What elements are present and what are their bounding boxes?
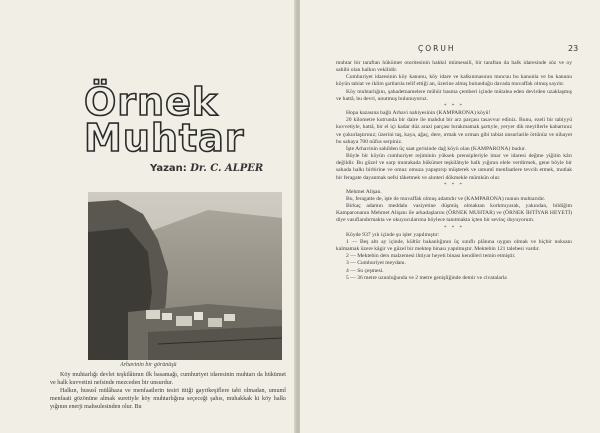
section-divider: * * *: [444, 103, 464, 109]
right-paragraph: 5 — 36 metre uzunluğunda ve 2 metre genişliğinde demir ve civatalarla: [346, 274, 507, 281]
right-paragraph: muhtar bir taraftan hükümet otoritesinin hakkıl mümessili, bir taraftan da halk idaresinde söz ve oy sahibi olan halkın vekilidir.: [336, 60, 572, 74]
right-paragraph: Birkaç adamın meddahı vasiyetine düşmüş olmaktan korkmıyarak, yakından, bildiğim Kamparonanın Mehmet Alişanı ile arkadaşlarını (ÖRNEK MUHTAR) ve (ÖRNEK İHTİYAR HEYETİ) diye vasıflandırmakta ve okuyucularıma böylece tanıtmakta içten bir sevinç duyuyorum.: [336, 203, 572, 224]
section-divider: * * *: [444, 225, 464, 231]
right-paragraph: Mehmet Alişan.: [346, 188, 382, 195]
title-line-2: Muhtar: [84, 116, 245, 160]
article-title: [84, 80, 245, 160]
left-page: [0, 0, 296, 433]
right-paragraph: Köyde 937 yılı içinde şu işler yapılmıştır:: [346, 231, 440, 238]
left-body-text: [50, 371, 286, 411]
right-paragraph: Cumhuriyet idaresinin köy kanunu, köy idare ve kalkınmasının mıncuu bu kanunla ve bu kanunu köyün tabiat ve iklim şartlarıla telif ettiği an, üzerine almış bulunduğu davada muvaffak olmuş sayılır.: [336, 74, 572, 88]
right-paragraph: Hopa kazasına bağlı Arhavi nahiyesinin (KAMPARONA) köyü!: [346, 110, 491, 117]
right-paragraph: Bu, feragatte de, işte de muvaffak olmuş adamdır ve (KAMPARONA) nunun muhtarıdır.: [346, 195, 546, 202]
right-page: [300, 0, 600, 433]
right-body-text: [336, 60, 572, 282]
landscape-photo: [88, 192, 282, 360]
right-paragraph: Böyle bir köyün cumhuriyet rejiminin yüksek prensipleriyle imar ve idaresi değme yiğitin kârı değildir. Bu güzel ve sarp mıntakada hükümet teşkilâtıyle halk yığının elele verdirmek, gene böyle bir sahada halkı birbirine ve omuz omuza yapıştırıp müşterek ve umumî menfaatlere tevcih etmek, mutlak bir feragate dayanmak nefsi tâketmek ve alınteri dökmekle mümkün olur.: [336, 153, 572, 181]
running-title: ÇORUH: [418, 44, 456, 53]
right-paragraph: 4 — Su çeşmesi.: [346, 267, 384, 274]
title-line-1: Örnek: [84, 80, 219, 124]
right-paragraph: 2 — Mektebin ders malzemesi ihtiyar heyeti binası kendileri temin etmiştir.: [346, 253, 516, 260]
left-paragraph: Köy muhtarlığı devlet teşkilâtının ilk basamağı, cumhuriyet idaresinin muhtarı da hükümet ve halk kuvvetini nefsinde mezceden bir unsurdur.: [50, 372, 286, 386]
author-prefix: Yazan:: [150, 163, 187, 174]
right-paragraph: 20 kilometre kutrunda bir daire ile mahdut bir arz parçası tasavvur ediniz. Bunu, ezeli bir tabiyyü kuvvetiyle, hattâ, bir el içi kadar düz arazi parçası bırakmamak şartıyle, yeryer dik meyillerle kabartınız ve çukurlaştırınız; üzerini taş, kaya, ağaç, dere, ırmak ve orman gibi tabiat unsurlarile örtünüz ve nihayet bu sahaya 700 nüfus serpiniz.: [336, 117, 572, 145]
right-paragraph: İşte Arhavinin sahilden üç saat gerisinde dağ köyü olan (KAMPARONA) budur.: [346, 145, 526, 152]
photo-caption: Arhavinin bir görünüşü: [120, 362, 177, 368]
author-line: [150, 163, 263, 174]
author-name: Dr. C. ALPER: [190, 163, 264, 174]
right-paragraph: Köy muhtarlığını, şahadetnamelere mühür basma çemberi içinde mütalea eden devirden uzaklaşmış ve hattâ, bu devri, unutmuş bulunuyoruz.: [336, 88, 572, 102]
left-paragraph: Halkın, hususî mülâhaza ve menfaatlerin tesiri ittiği gayrikeşiflere tabi olmadan, umumî menfaati gözönüne almak suretiyle köy muhtarlığına seçeceği şahıs, muhakkak ki köy halkı yığının enerji mahsulesinden olur. Bu: [50, 388, 286, 410]
page-number: 23: [568, 44, 579, 53]
section-divider: * * *: [444, 182, 464, 188]
right-paragraph: 1 — Beş altı ay içinde, kültür bakanlığının üç sınıflı plânına uygun olmak ve hiçbir noksanı kalmamak üzere kâgir ve güzel bir mektep binası yapılmıştır. Mektebin 121 talebesi vardır.: [336, 238, 572, 253]
page-header: [300, 44, 600, 54]
right-paragraph: 3 — Cumhuriyet meydanı.: [346, 260, 406, 267]
